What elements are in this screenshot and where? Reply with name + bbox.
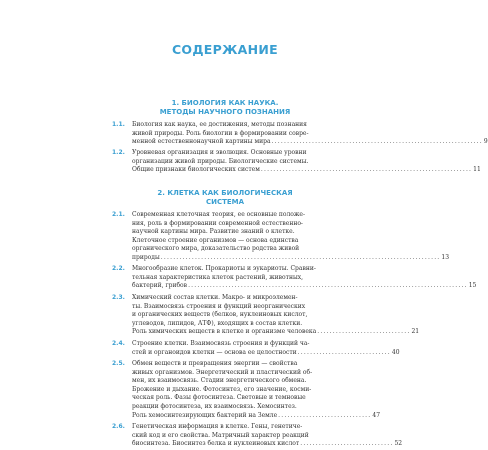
leader-dots: ....................................................................: [271, 138, 483, 146]
entry-line: Обмен веществ и превращения энергии — свойства: [132, 360, 298, 367]
page-number: 9: [483, 138, 488, 146]
section-title-line: 1. БИОЛОГИЯ КАК НАУКА.: [171, 99, 279, 107]
entry-line: ния, роль в формировании современной естественно-: [132, 219, 303, 227]
entry-line: Биология как наука, ее достижения, методы познания: [132, 121, 307, 128]
leader-dots: ..............................: [317, 328, 411, 336]
entry-last-line: [132, 166, 481, 175]
page-title: СОДЕРЖАНИЕ: [171, 42, 279, 57]
leader-dots: ..............................: [297, 348, 391, 356]
entry-number: 1.2.: [112, 149, 125, 156]
entry-number: 2.6.: [112, 423, 125, 430]
entry-line: Клеточное строение организмов — основа единства: [132, 236, 299, 244]
entry-line: Современная клеточная теория, ее основные положе-: [132, 211, 305, 218]
entry-line: Строение клетки. Взаимосвязь строения и функций ча-: [132, 340, 310, 347]
entry-last-line: [132, 440, 403, 449]
page-number: 21: [411, 328, 420, 336]
entry-line: Брожение и дыхание. Фотосинтез, его значение, косми-: [132, 385, 312, 393]
entry-line: ты. Взаимосвязь строения и функций неорганических: [132, 302, 306, 310]
entry-line: ческая роль. Фазы фотосинтеза. Световые и темновые: [132, 394, 306, 402]
entry-line: ский код и его свойства. Матричный характер реакций: [132, 431, 309, 439]
entry-line: Общие признаки биологических систем: [132, 166, 260, 174]
page-number: 40: [391, 348, 400, 356]
leader-dots: ..............................: [300, 440, 394, 448]
entry-number: 2.3.: [112, 294, 125, 301]
entry-number: 2.4.: [112, 340, 125, 347]
entry-line: Генетическая информация в клетке. Гены, генетиче-: [132, 423, 303, 430]
entry-text: [132, 340, 400, 357]
entry-line: реакции фотосинтеза, их взаимосвязь. Хемосинтез.: [132, 402, 297, 410]
entry-number: 2.1.: [112, 211, 125, 218]
entry-text: [132, 265, 477, 291]
entry-last-line: [132, 411, 381, 421]
page-number: 47: [372, 411, 381, 419]
entry-text: [132, 211, 450, 263]
entry-line: Уровневая организация и эволюция. Основные уровни: [132, 149, 307, 156]
entry-line: Химический состав клетки. Макро- и микроэлемен-: [132, 294, 298, 301]
entry-line: и органических веществ (белков, нуклеиновых кислот,: [132, 311, 308, 319]
entry-last-line: [132, 138, 488, 147]
entry-text: [132, 121, 488, 147]
entry-line: научной картины мира. Развитие знаний о клетке.: [132, 228, 295, 236]
entry-line: Многообразие клеток. Прокариоты и эукариоты. Сравни-: [132, 265, 316, 272]
page-number: 11: [473, 166, 481, 174]
entry-line: природы: [132, 253, 160, 261]
entry-line: менной естественнонаучной картины мира: [132, 138, 271, 146]
entry-text: [132, 149, 481, 175]
entry-line: Роль хемосинтезирующих бактерий на Земле: [132, 411, 278, 419]
entry-number: 1.1.: [112, 121, 125, 128]
entry-line: углеводов, липидов, АТФ), входящих в состав клетки.: [132, 319, 303, 327]
entry-line: бактерий, грибов: [132, 282, 188, 290]
section-title-line: СИСТЕМА: [205, 198, 245, 206]
entry-last-line: [132, 282, 477, 291]
entry-last-line: [132, 348, 400, 358]
entry-number: 2.2.: [112, 265, 125, 272]
entry-line: Роль химических веществ в клетке и организме человека: [132, 328, 317, 336]
leader-dots: ..........................................................................................: [160, 253, 441, 261]
page-number: 13: [441, 253, 450, 261]
entry-line: живой природы. Роль биологии в формировании совре-: [132, 129, 309, 137]
section-title-1: [0, 99, 450, 117]
entry-line: стей и органоидов клетки — основа ее целостности: [132, 348, 297, 356]
entry-text: [132, 294, 420, 337]
entry-line: органического мира, доказательство родства живой: [132, 245, 300, 253]
section-title-line: 2. КЛЕТКА КАК БИОЛОГИЧЕСКАЯ: [157, 189, 293, 197]
entry-line: тельная характеристика клеток растений, животных,: [132, 273, 304, 281]
entry-last-line: [132, 328, 420, 337]
entry-line: живых организмов. Энергетический и пластический об-: [132, 368, 313, 376]
leader-dots: ..............................: [278, 411, 372, 419]
page-number: 15: [468, 282, 477, 290]
entry-text: [132, 360, 381, 420]
entry-last-line: [132, 253, 450, 263]
entry-text: [132, 423, 403, 449]
entry-line: организации живой природы. Биологические системы.: [132, 157, 309, 165]
section-title-line: МЕТОДЫ НАУЧНОГО ПОЗНАНИЯ: [159, 108, 291, 116]
leader-dots: ....................................................................: [260, 166, 473, 174]
entry-line: мен, их взаимосвязь. Стадии энергетического обмена.: [132, 377, 307, 385]
entry-line: биосинтеза. Биосинтез белка и нуклеиновых кислот: [132, 440, 300, 448]
leader-dots: ..........................................................................................: [188, 282, 468, 290]
section-title-2: [0, 189, 450, 207]
page-number: 52: [394, 440, 403, 448]
entry-number: 2.5.: [112, 360, 125, 367]
